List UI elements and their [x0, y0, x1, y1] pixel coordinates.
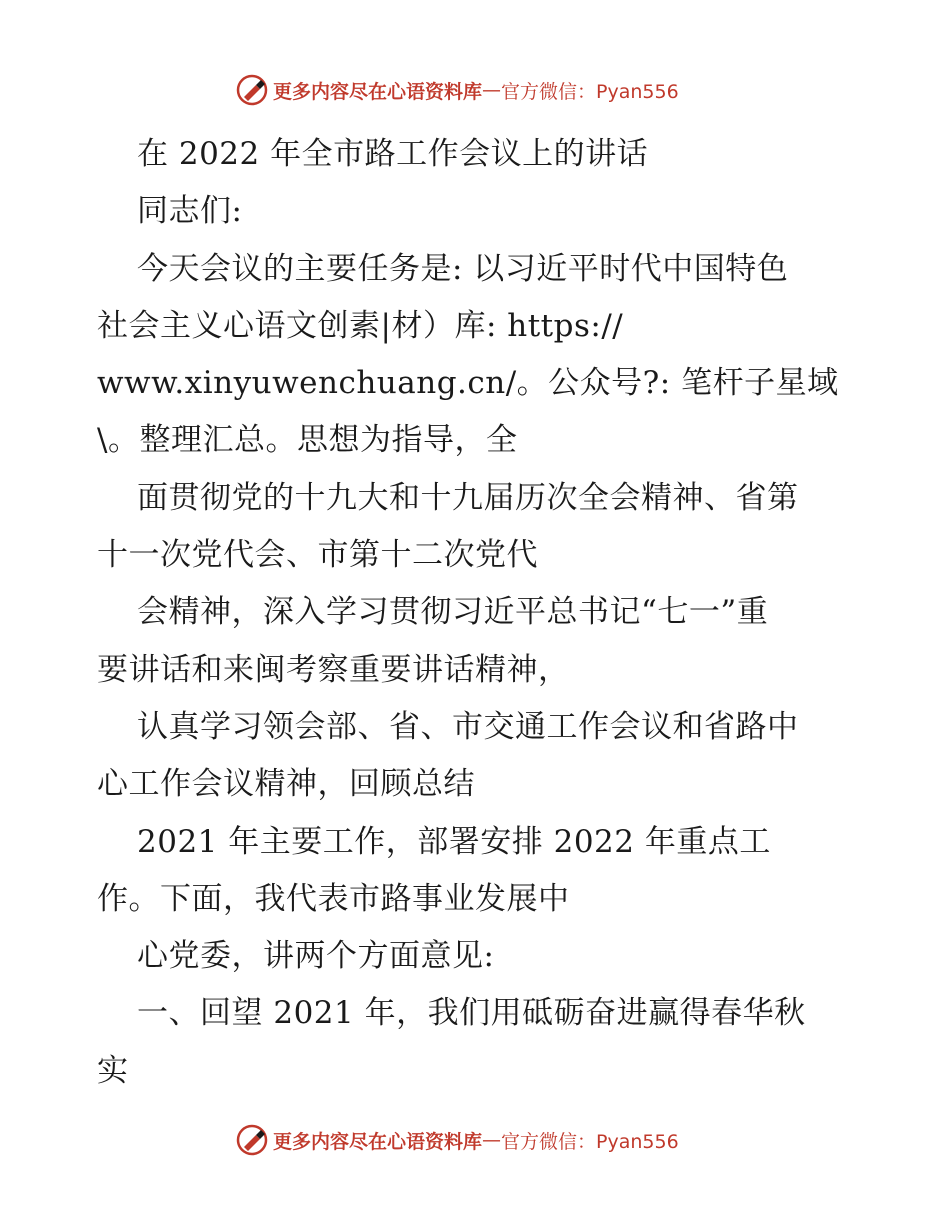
footer-banner-wechat: 官方微信：Pyan556 [501, 1130, 679, 1153]
document-body [97, 126, 857, 1100]
pen-logo-icon [235, 73, 269, 107]
document-title: 在 2022 年全市路工作会议上的讲话 [137, 136, 649, 172]
footer-watermark-banner [235, 1122, 679, 1158]
paragraph-line: 实 [97, 1052, 129, 1089]
header-banner-main-text: 更多内容尽在心语资料库 [273, 80, 483, 103]
paragraph-line: 今天会议的主要任务是: 以习近平时代中国特色 [137, 250, 789, 287]
paragraph-line: 作。下面，我代表市路事业发展中 [97, 880, 570, 917]
paragraph-line: 心党委，讲两个方面意见: [137, 938, 495, 975]
paragraph-line: 认真学习领会部、省、市交通工作会议和省路中 [137, 708, 799, 745]
paragraph-line: www.xinyuwenchuang.cn/。公众号?: 笔杆子星域 [97, 365, 839, 402]
paragraph-line: 心工作会议精神，回顾总结 [97, 766, 475, 803]
header-banner-separator: — [482, 79, 502, 101]
header-banner-wechat: 官方微信：Pyan556 [501, 80, 679, 103]
paragraph-line: \。整理汇总。思想为指导，全 [97, 422, 518, 459]
footer-banner-main-text: 更多内容尽在心语资料库 [273, 1130, 483, 1153]
section-heading: 一、回望 2021 年，我们用砥砺奋进赢得春华秋 [137, 995, 806, 1032]
paragraph-line: 2021 年主要工作，部署安排 2022 年重点工 [137, 823, 771, 860]
paragraph-line: 十一次党代会、市第十二次党代 [97, 537, 538, 574]
paragraph-line: 面贯彻党的十九大和十九届历次全会精神、省第 [137, 479, 799, 516]
paragraph-line: 社会主义心语文创素|材）库: https:// [97, 307, 624, 344]
paragraph-line: 要讲话和来闽考察重要讲话精神， [97, 651, 570, 688]
footer-banner-separator: — [482, 1129, 502, 1151]
salutation: 同志们: [137, 193, 243, 230]
pen-logo-icon [235, 1123, 269, 1157]
header-watermark-banner [235, 72, 679, 108]
paragraph-line: 会精神，深入学习贯彻习近平总书记“七一”重 [137, 594, 769, 631]
